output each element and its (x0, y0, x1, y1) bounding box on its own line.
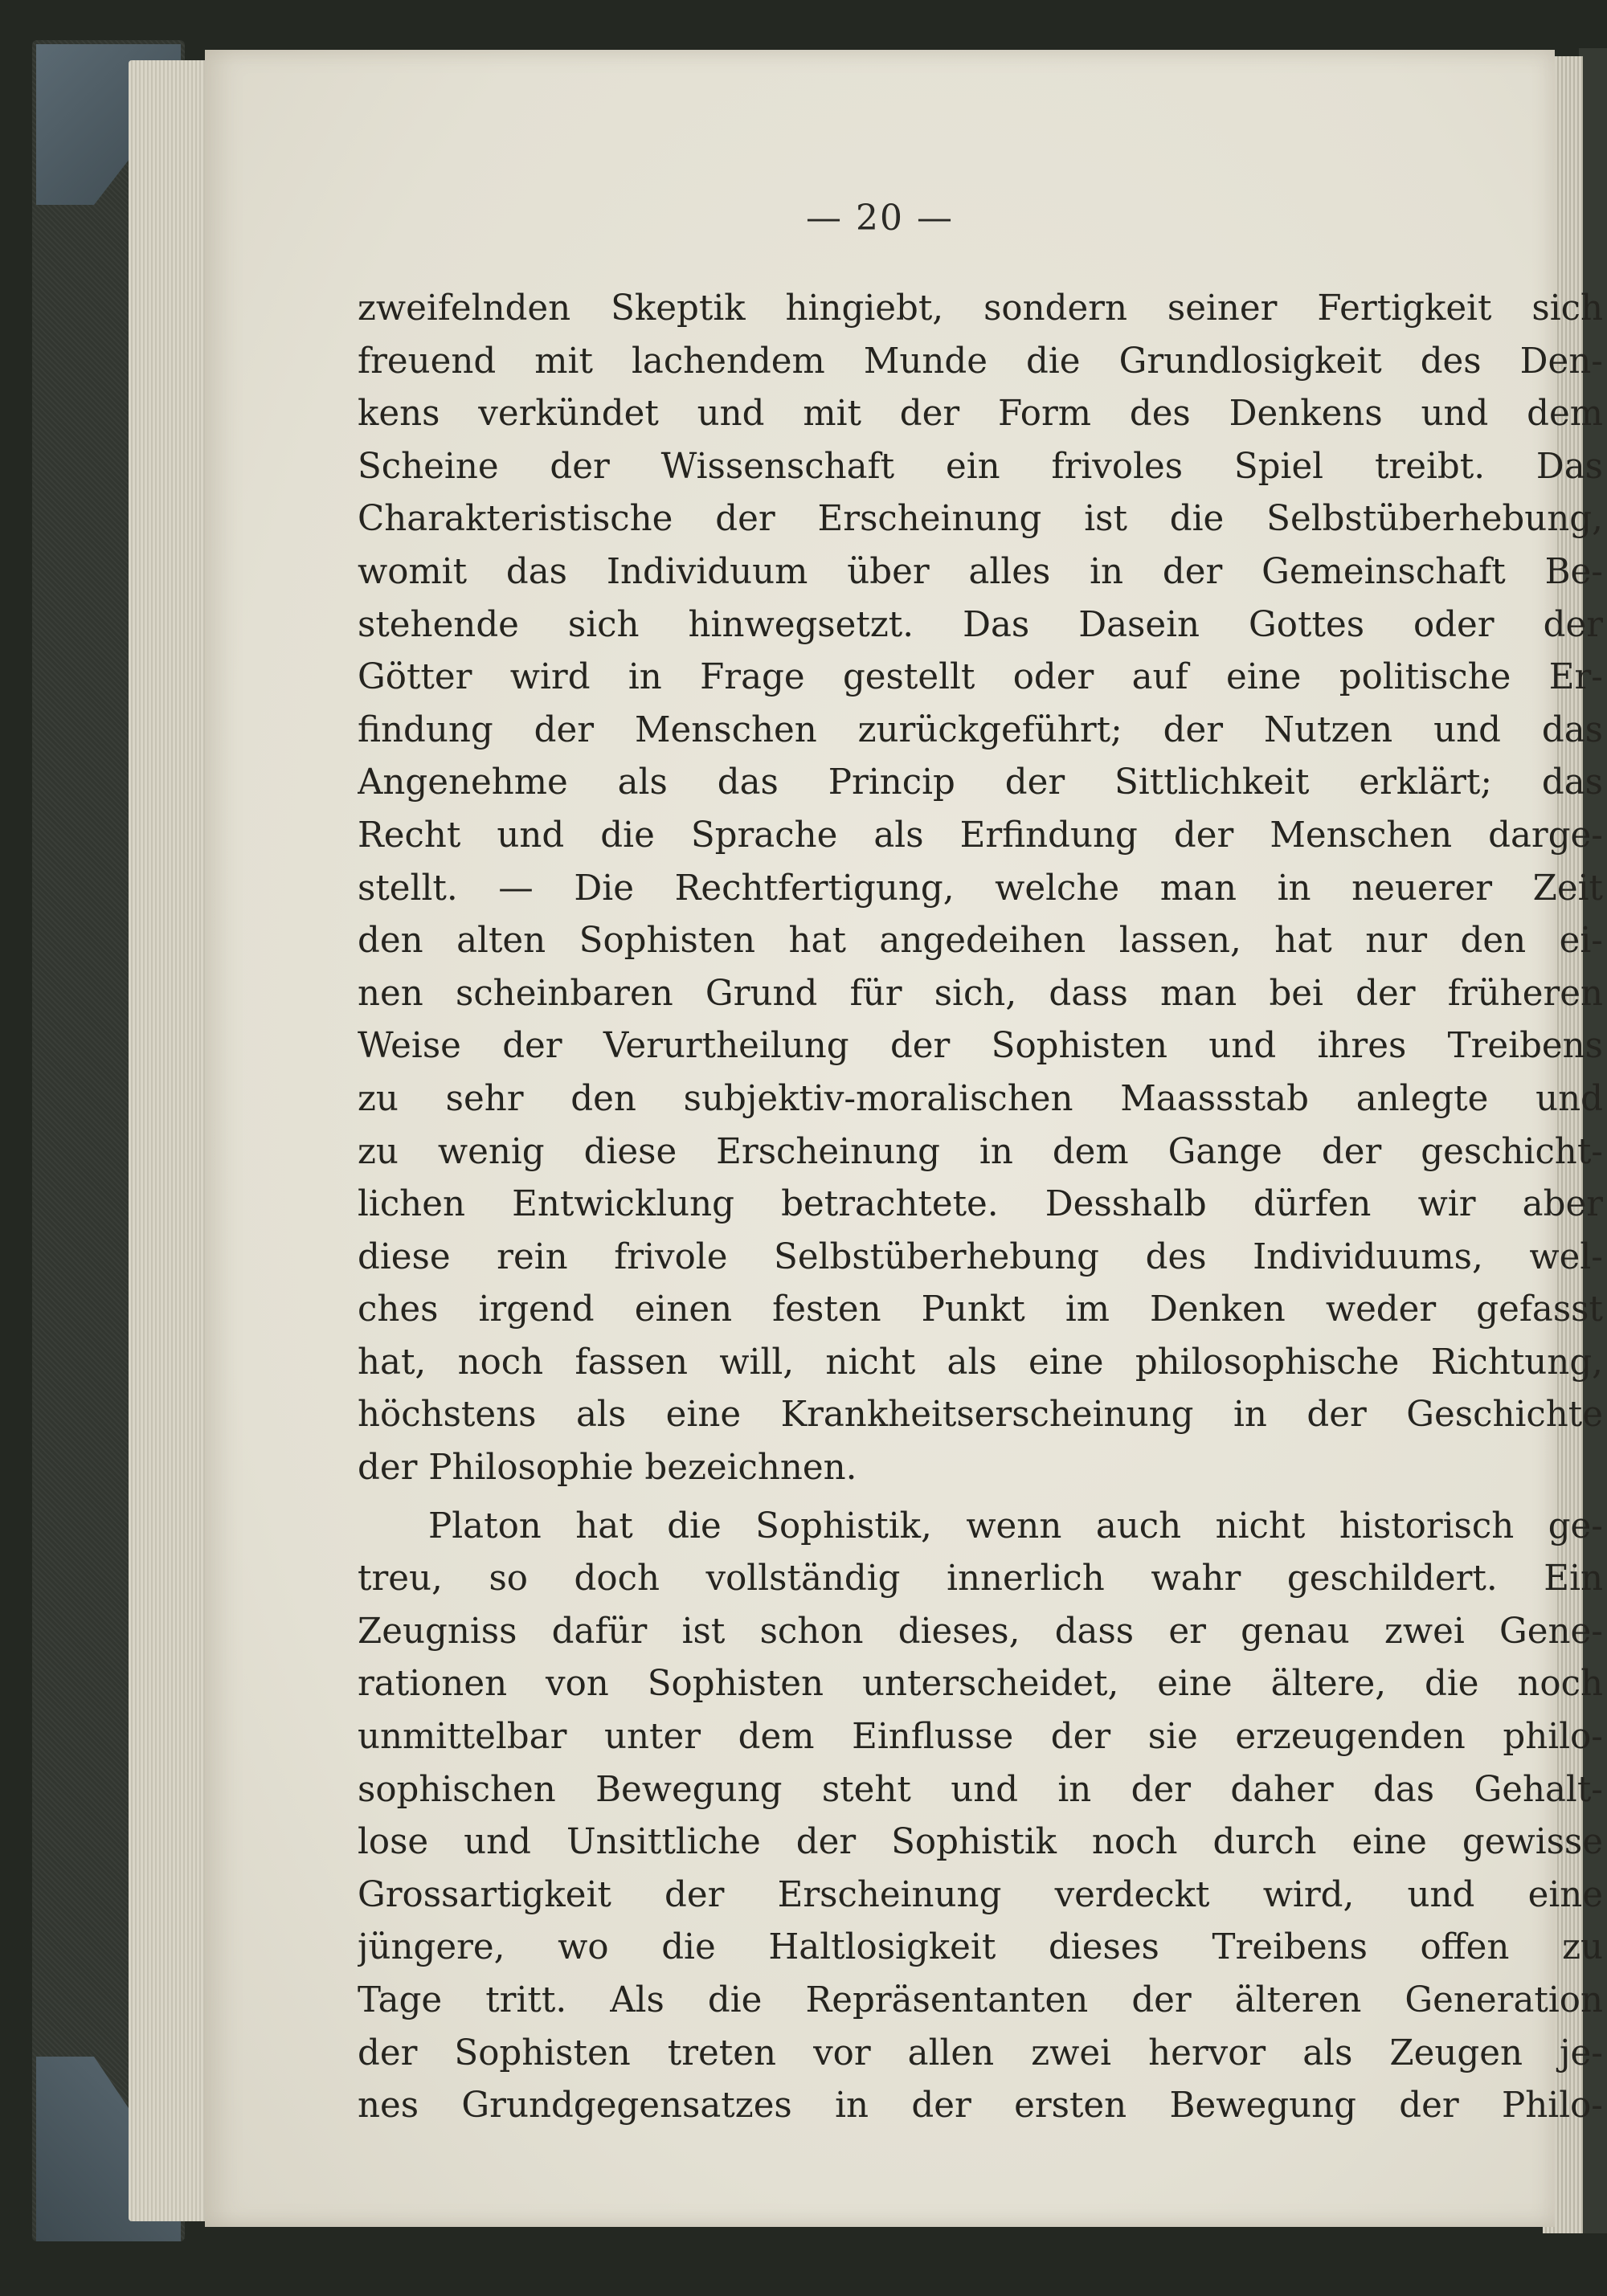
text-line: zu wenig diese Erscheinung in dem Gange der geschicht- (358, 1131, 1603, 1172)
paragraph (358, 1501, 1603, 2133)
text-line: nes Grundgegensatzes in der ersten Bewegung der Philo- (358, 2086, 1603, 2126)
text-line: der Philosophie bezeichnen. (358, 1448, 857, 1489)
text-line: stehende sich hinwegsetzt. Das Dasein Gottes oder der (358, 604, 1603, 645)
text-line: stellt. — Die Rechtfertigung, welche man in neuerer Zeit (358, 868, 1603, 909)
text-line: den alten Sophisten hat angedeihen lassen, hat nur den ei- (358, 921, 1603, 962)
text-line: unmittelbar unter dem Einflusse der sie erzeugenden philo- (358, 1717, 1603, 1758)
text-line: ches irgend einen festen Punkt im Denken weder gefasst (358, 1289, 1603, 1330)
text-line: freuend mit lachendem Munde die Grundlosigkeit des Den- (358, 341, 1603, 382)
text-line: Tage tritt. Als die Repräsentanten der älteren Generation (358, 1980, 1603, 2020)
text-line: findung der Menschen zurückgeführt; der Nutzen und das (358, 709, 1603, 750)
paragraph (358, 283, 1603, 1495)
text-line: kens verkündet und mit der Form des Denkens und dem (358, 394, 1603, 435)
text-line: rationen von Sophisten unterscheidet, eine ältere, die noch (358, 1664, 1603, 1705)
text-line: Scheine der Wissenschaft ein frivoles Spiel treibt. Das (358, 446, 1603, 487)
page-number: — 20 — (806, 198, 954, 239)
text-line: der Sophisten treten vor allen zwei hervor als Zeugen je- (358, 2032, 1603, 2073)
page-stack-left (129, 60, 217, 2221)
text-line: Platon hat die Sophistik, wenn auch nicht historisch ge- (428, 1505, 1603, 1546)
text-line: diese rein frivole Selbstüberhebung des Individuums, wel- (358, 1236, 1603, 1277)
text-block (358, 283, 1603, 2133)
text-line: Götter wird in Frage gestellt oder auf eine politische Er- (358, 657, 1603, 698)
text-line: Angenehme als das Princip der Sittlichkeit erklärt; das (358, 762, 1603, 803)
text-line: Zeugniss dafür ist schon dieses, dass er genau zwei Gene- (358, 1611, 1603, 1652)
text-line: lose und Unsittliche der Sophistik noch durch eine gewisse (358, 1822, 1603, 1863)
book-page (205, 50, 1603, 2227)
paragraph-gap (358, 1495, 1603, 1501)
text-line: Weise der Verurtheilung der Sophisten und ihres Treibens (358, 1026, 1603, 1067)
text-line: Grossartigkeit der Erscheinung verdeckt wird, und eine (358, 1874, 1603, 1915)
text-line: womit das Individuum über alles in der Gemeinschaft Be- (358, 551, 1603, 592)
text-line: jüngere, wo die Haltlosigkeit dieses Treibens offen zu (358, 1927, 1603, 1968)
text-line: hat, noch fassen will, nicht als eine philosophische Richtung, (358, 1342, 1603, 1383)
text-line: sophischen Bewegung steht und in der daher das Gehalt- (358, 1769, 1603, 1810)
text-line: Recht und die Sprache als Erfindung der Menschen darge- (358, 815, 1603, 856)
text-line: höchstens als eine Krankheitserscheinung in der Geschichte (358, 1395, 1603, 1436)
text-line: treu, so doch vollständig innerlich wahr geschildert. Ein (358, 1559, 1603, 1599)
text-line: zu sehr den subjektiv-moralischen Maassstab anlegte und (358, 1078, 1603, 1119)
text-line: zweifelnden Skeptik hingiebt, sondern seiner Fertigkeit sich (358, 288, 1603, 329)
text-line: lichen Entwicklung betrachtete. Desshalb dürfen wir aber (358, 1184, 1603, 1225)
text-line: nen scheinbaren Grund für sich, dass man bei der früheren (358, 973, 1603, 1014)
text-line: Charakteristische der Erscheinung ist die Selbstüberhebung, (358, 499, 1603, 540)
